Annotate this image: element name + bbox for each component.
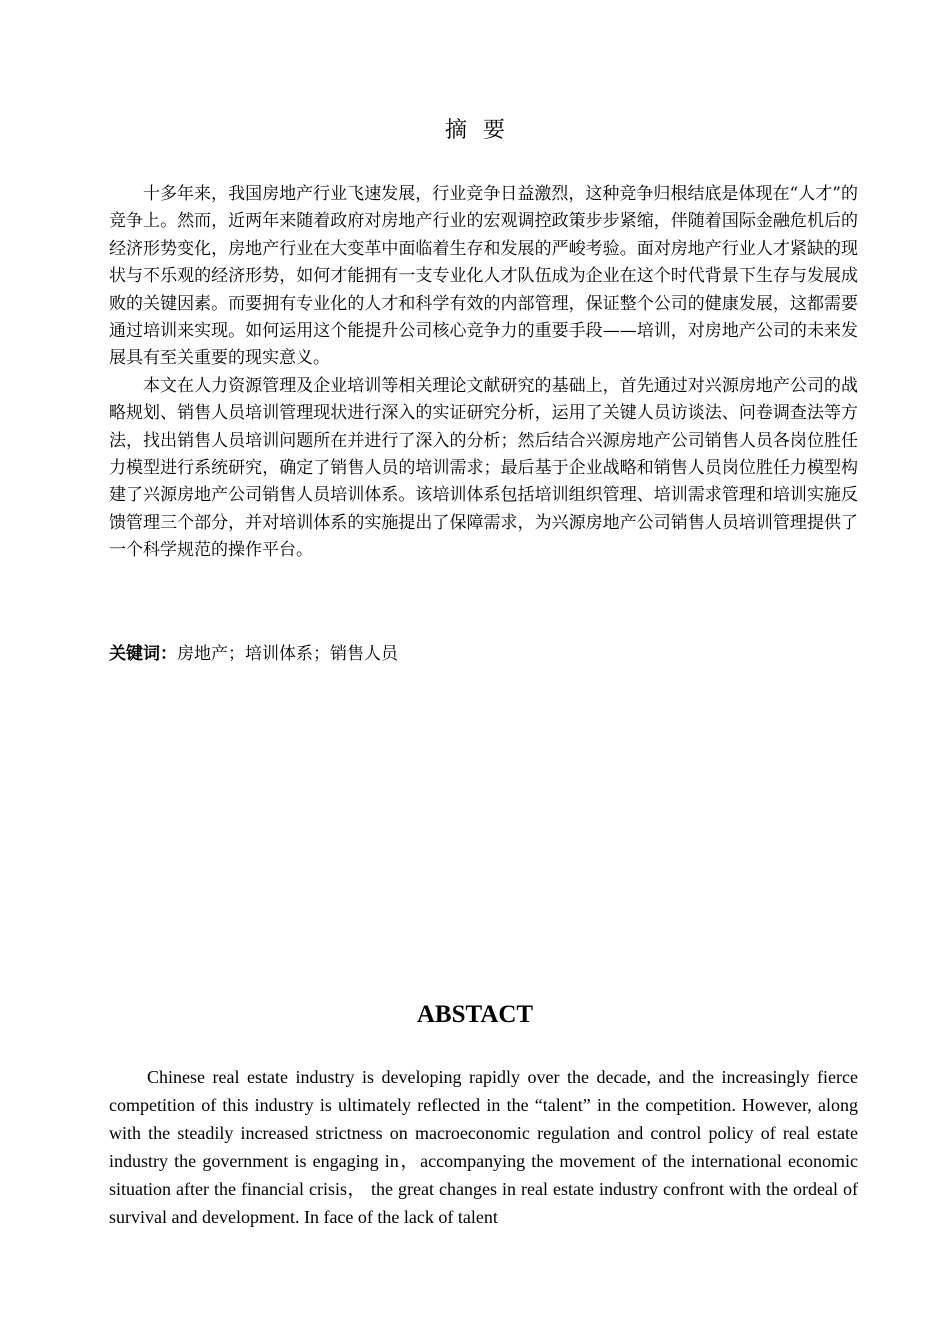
chinese-abstract-body [109, 181, 858, 565]
english-abstract-paragraph: Chinese real estate industry is developing rapidly over the decade, and the increasingly fierce competition of this industry is ultimately reflected in the “talent” in the competition. However, along with the steadily increased strictness on macroeconomic regulation and control policy of real estate industry the government is engaging in，accompanying the movement of the international economic situation after the financial crisis， the great changes in real estate industry confront with the ordeal of survival and development. In face of the lack of talent [109, 1067, 858, 1227]
chinese-abstract-title: 摘要 [444, 118, 521, 143]
english-abstract-title: ABSTACT [416, 1001, 534, 1028]
chinese-keywords [109, 641, 858, 668]
keywords-value: 房地产；培训体系；销售人员 [177, 644, 398, 664]
english-abstract-body [109, 1063, 858, 1231]
chinese-abstract-paragraph-1: 十多年来，我国房地产行业飞速发展，行业竞争日益激烈，这种竞争归根结底是体现在“人才”的竞争上。然而，近两年来随着政府对房地产行业的宏观调控政策步步紧缩，伴随着国际金融危机后的经济形势变化，房地产行业在大变革中面临着生存和发展的严峻考验。面对房地产行业人才紧缺的现状与不乐观的经济形势，如何才能拥有一支专业化人才队伍成为企业在这个时代背景下生存与发展成败的关键因素。而要拥有专业化的人才和科学有效的内部管理，保证整个公司的健康发展，这都需要通过培训来实现。如何运用这个能提升公司核心竞争力的重要手段——培训，对房地产公司的未来发展具有至关重要的现实意义。 [109, 184, 858, 369]
keywords-label: 关键词： [109, 644, 177, 664]
chinese-abstract-paragraph-2: 本文在人力资源管理及企业培训等相关理论文献研究的基础上，首先通过对兴源房地产公司的战略规划、销售人员培训管理现状进行深入的实证研究分析，运用了关键人员访谈法、问卷调查法等方法，找出销售人员培训问题所在并进行了深入的分析；然后结合兴源房地产公司销售人员各岗位胜任力模型进行系统研究，确定了销售人员的培训需求；最后基于企业战略和销售人员岗位胜任力模型构建了兴源房地产公司销售人员培训体系。该培训体系包括培训组织管理、培训需求管理和培训实施反馈管理三个部分，并对培训体系的实施提出了保障需求，为兴源房地产公司销售人员培训管理提供了一个科学规范的操作平台。 [109, 375, 858, 561]
